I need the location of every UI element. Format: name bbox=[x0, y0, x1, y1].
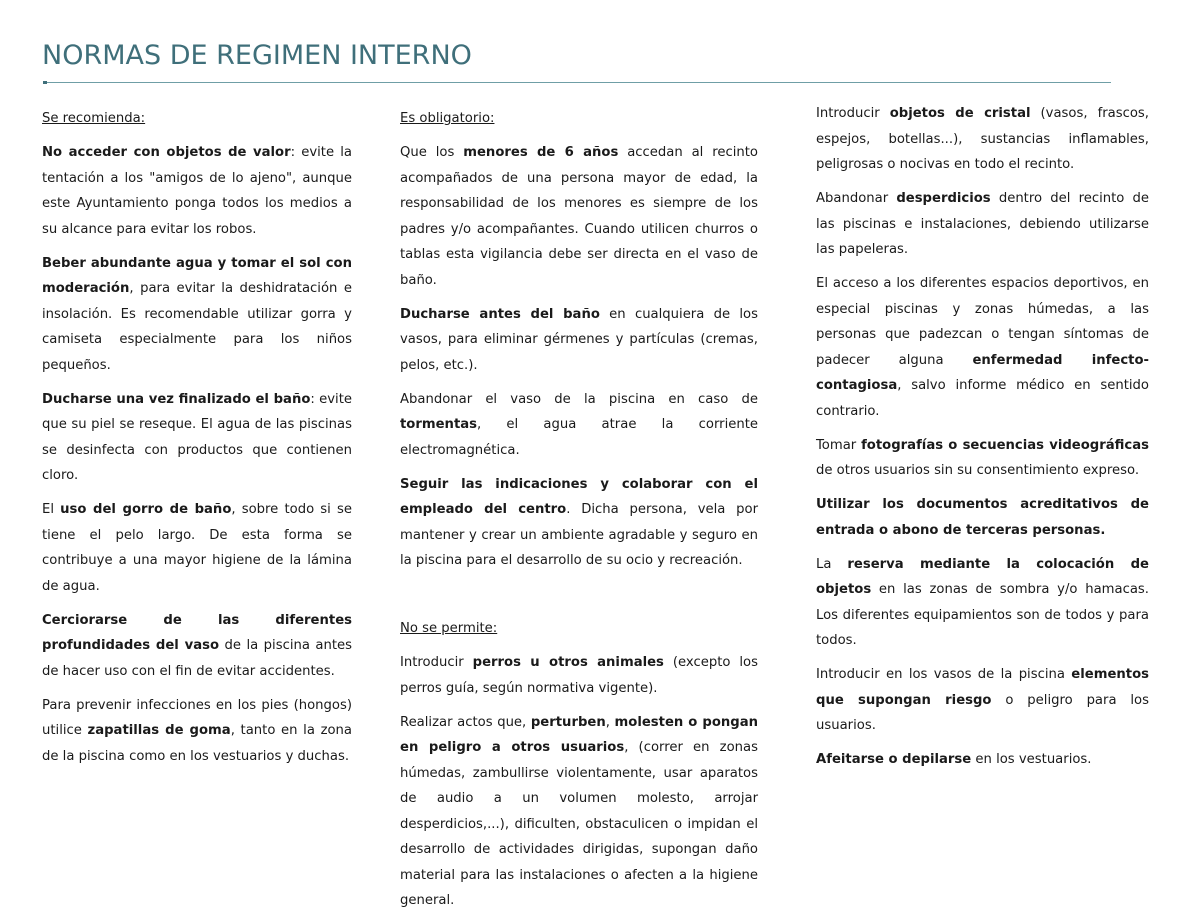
forbidden-item: La reserva mediante la colocación de objetos en las zonas de sombra y/o hamacas. Los diferentes equipamientos son de todos y para todos. bbox=[816, 556, 1149, 648]
mandatory-column bbox=[400, 106, 758, 922]
forbidden-item: Abandonar desperdicios dentro del recinto de las piscinas e instalaciones, debiendo utilizarse las papeleras. bbox=[816, 191, 1150, 257]
mandatory-heading: Es obligatorio: bbox=[400, 111, 495, 126]
forbidden-item: El acceso a los diferentes espacios deportivos, en especial piscinas y zonas húmedas, a las personas que padezcan o tengan síntomas de padecer alguna enfermedad infecto-contagiosa, salvo informe médico en sentido contrario. bbox=[816, 276, 1149, 419]
page-title: NORMAS DE REGIMEN INTERNO bbox=[42, 40, 472, 71]
recommend-item: No acceder con objetos de valor: evite la tentación a los "amigos de lo ajeno", aunque este Ayuntamiento ponga todos los medios a su alcance para evitar los robos. bbox=[42, 145, 352, 237]
forbidden-item: Tomar fotografías o secuencias videográficas de otros usuarios sin su consentimiento expreso. bbox=[816, 437, 1149, 478]
forbidden-item: Afeitarse o depilarse en los vestuarios. bbox=[816, 752, 1092, 767]
divider-accent bbox=[43, 81, 47, 84]
forbidden-item: Realizar actos que, perturben, molesten o pongan en peligro a otros usuarios, (correr en zonas húmedas, zambullirse violentamente, usar aparatos de audio a un volumen molesto, arrojar desperdicios,...), dificulten, obstaculicen o impidan el desarrollo de actividades dirigidas, supongan daño material para las instalaciones o afecten a la higiene general. bbox=[400, 714, 758, 908]
recommend-item: Ducharse una vez finalizado el baño: evite que su piel se reseque. El agua de las piscinas se desinfecta con productos que contienen cloro. bbox=[42, 391, 352, 483]
title-divider bbox=[45, 82, 1111, 83]
mandatory-item: Ducharse antes del baño en cualquiera de los vasos, para eliminar gérmenes y partículas (cremas, pelos, etc.). bbox=[400, 306, 758, 373]
forbidden-item: Introducir objetos de cristal (vasos, frascos, espejos, botellas...), sustancias inflamables, peligrosas o nocivas en todo el recinto. bbox=[816, 106, 1149, 172]
recommend-heading: Se recomienda: bbox=[42, 111, 146, 126]
forbidden-heading: No se permite: bbox=[400, 621, 498, 636]
forbidden-item: Utilizar los documentos acreditativos de entrada o abono de terceras personas. bbox=[816, 497, 1149, 538]
mandatory-item: Que los menores de 6 años accedan al recinto acompañados de una persona mayor de edad, la responsabilidad de los menores es siempre de los padres y/o acompañantes. Cuando utilicen churros o tablas esta vigilancia debe ser directa en el vaso de baño. bbox=[400, 145, 758, 288]
mandatory-item: Seguir las indicaciones y colaborar con el empleado del centro. Dicha persona, vela por mantener y crear un ambiente agradable y seguro en la piscina para el desarrollo de su ocio y recreación. bbox=[400, 476, 759, 568]
forbidden-item: Introducir perros u otros animales (excepto los perros guía, según normativa vigente). bbox=[400, 655, 758, 696]
section-gap bbox=[400, 582, 758, 616]
recommend-item: Para prevenir infecciones en los pies (hongos) utilice zapatillas de goma, tanto en la zona de la piscina como en los vestuarios y duchas. bbox=[42, 697, 352, 764]
recommend-item: Cerciorarse de las diferentes profundidades del vaso de la piscina antes de hacer uso con el fin de evitar accidentes. bbox=[42, 612, 352, 679]
mandatory-item: Abandonar el vaso de la piscina en caso de tormentas, el agua atrae la corriente electromagnética. bbox=[400, 391, 758, 458]
forbidden-item: Introducir en los vasos de la piscina elementos que supongan riesgo o peligro para los usuarios. bbox=[816, 667, 1149, 733]
recommend-item: El uso del gorro de baño, sobre todo si se tiene el pelo largo. De esta forma se contribuye a una mayor higiene de la lámina de agua. bbox=[42, 502, 352, 594]
forbidden-column bbox=[816, 101, 1149, 781]
recommend-column bbox=[42, 106, 352, 778]
recommend-item: Beber abundante agua y tomar el sol con moderación, para evitar la deshidratación e insolación. Es recomendable utilizar gorra y camiseta especialmente para los niños pequeños. bbox=[42, 255, 352, 373]
